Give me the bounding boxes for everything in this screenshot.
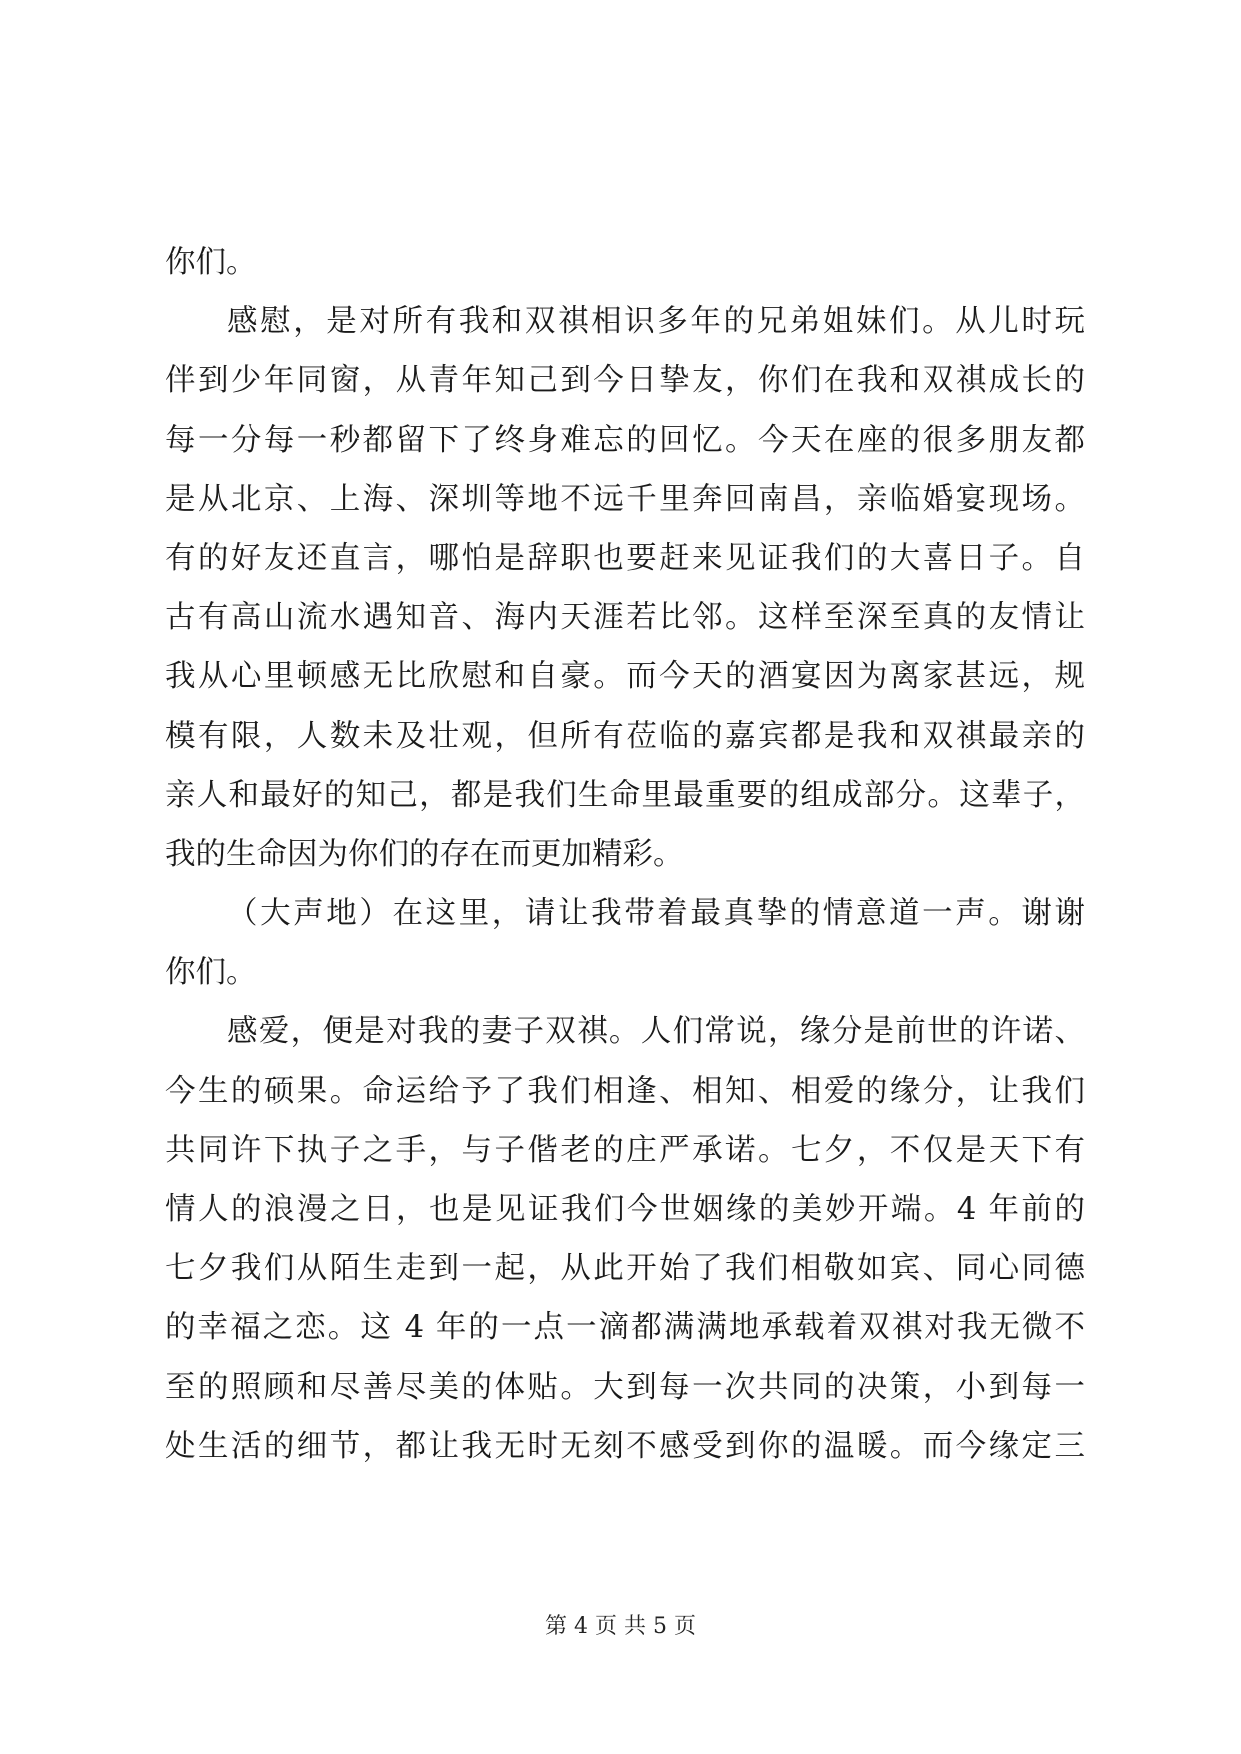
text-line: 你们。 bbox=[165, 955, 257, 991]
text-line: 今生的硕果。命运给予了我们相逢、相知、相爱的缘分，让我们 bbox=[165, 1073, 1085, 1109]
document-body bbox=[165, 233, 1085, 1476]
text-line: 模有限，人数未及壮观，但所有莅临的嘉宾都是我和双祺最亲的 bbox=[165, 718, 1085, 754]
text-line: 的幸福之恋。这 4 年的一点一滴都满满地承载着双祺对我无微不 bbox=[165, 1310, 1085, 1346]
text-line: 是从北京、上海、深圳等地不远千里奔回南昌，亲临婚宴现场。 bbox=[165, 481, 1085, 517]
text-line: 亲人和最好的知己，都是我们生命里最重要的组成部分。这辈子， bbox=[165, 777, 1085, 813]
text-line: 处生活的细节，都让我无时无刻不感受到你的温暖。而今缘定三 bbox=[165, 1428, 1085, 1464]
text-line: 有的好友还直言，哪怕是辞职也要赶来见证我们的大喜日子。自 bbox=[165, 540, 1085, 576]
text-line: 古有高山流水遇知音、海内天涯若比邻。这样至深至真的友情让 bbox=[165, 600, 1085, 636]
text-line: 情人的浪漫之日，也是见证我们今世姻缘的美妙开端。4 年前的 bbox=[165, 1192, 1085, 1227]
text-line: 我从心里顿感无比欣慰和自豪。而今天的酒宴因为离家甚远，规 bbox=[165, 659, 1085, 695]
text-line: 我的生命因为你们的存在而更加精彩。 bbox=[165, 836, 684, 872]
text-line: 感慰，是对所有我和双祺相识多年的兄弟姐妹们。从儿时玩 bbox=[227, 304, 1085, 340]
text-line: 每一分每一秒都留下了终身难忘的回忆。今天在座的很多朋友都 bbox=[165, 422, 1085, 458]
text-line: 伴到少年同窗，从青年知己到今日挚友，你们在我和双祺成长的 bbox=[165, 363, 1085, 399]
page-number-footer: 第 4 页 共 5 页 bbox=[545, 1614, 696, 1639]
text-line: 至的照顾和尽善尽美的体贴。大到每一次共同的决策，小到每一 bbox=[165, 1369, 1085, 1405]
text-line: 你们。 bbox=[165, 245, 257, 280]
text-line: 共同许下执子之手，与子偕老的庄严承诺。七夕，不仅是天下有 bbox=[165, 1132, 1085, 1168]
text-line: 七夕我们从陌生走到一起，从此开始了我们相敬如宾、同心同德 bbox=[165, 1251, 1085, 1287]
text-line: 感爱，便是对我的妻子双祺。人们常说，缘分是前世的许诺、 bbox=[227, 1014, 1085, 1050]
text-line: （大声地）在这里，请让我带着最真挚的情意道一声。谢谢 bbox=[227, 896, 1085, 932]
